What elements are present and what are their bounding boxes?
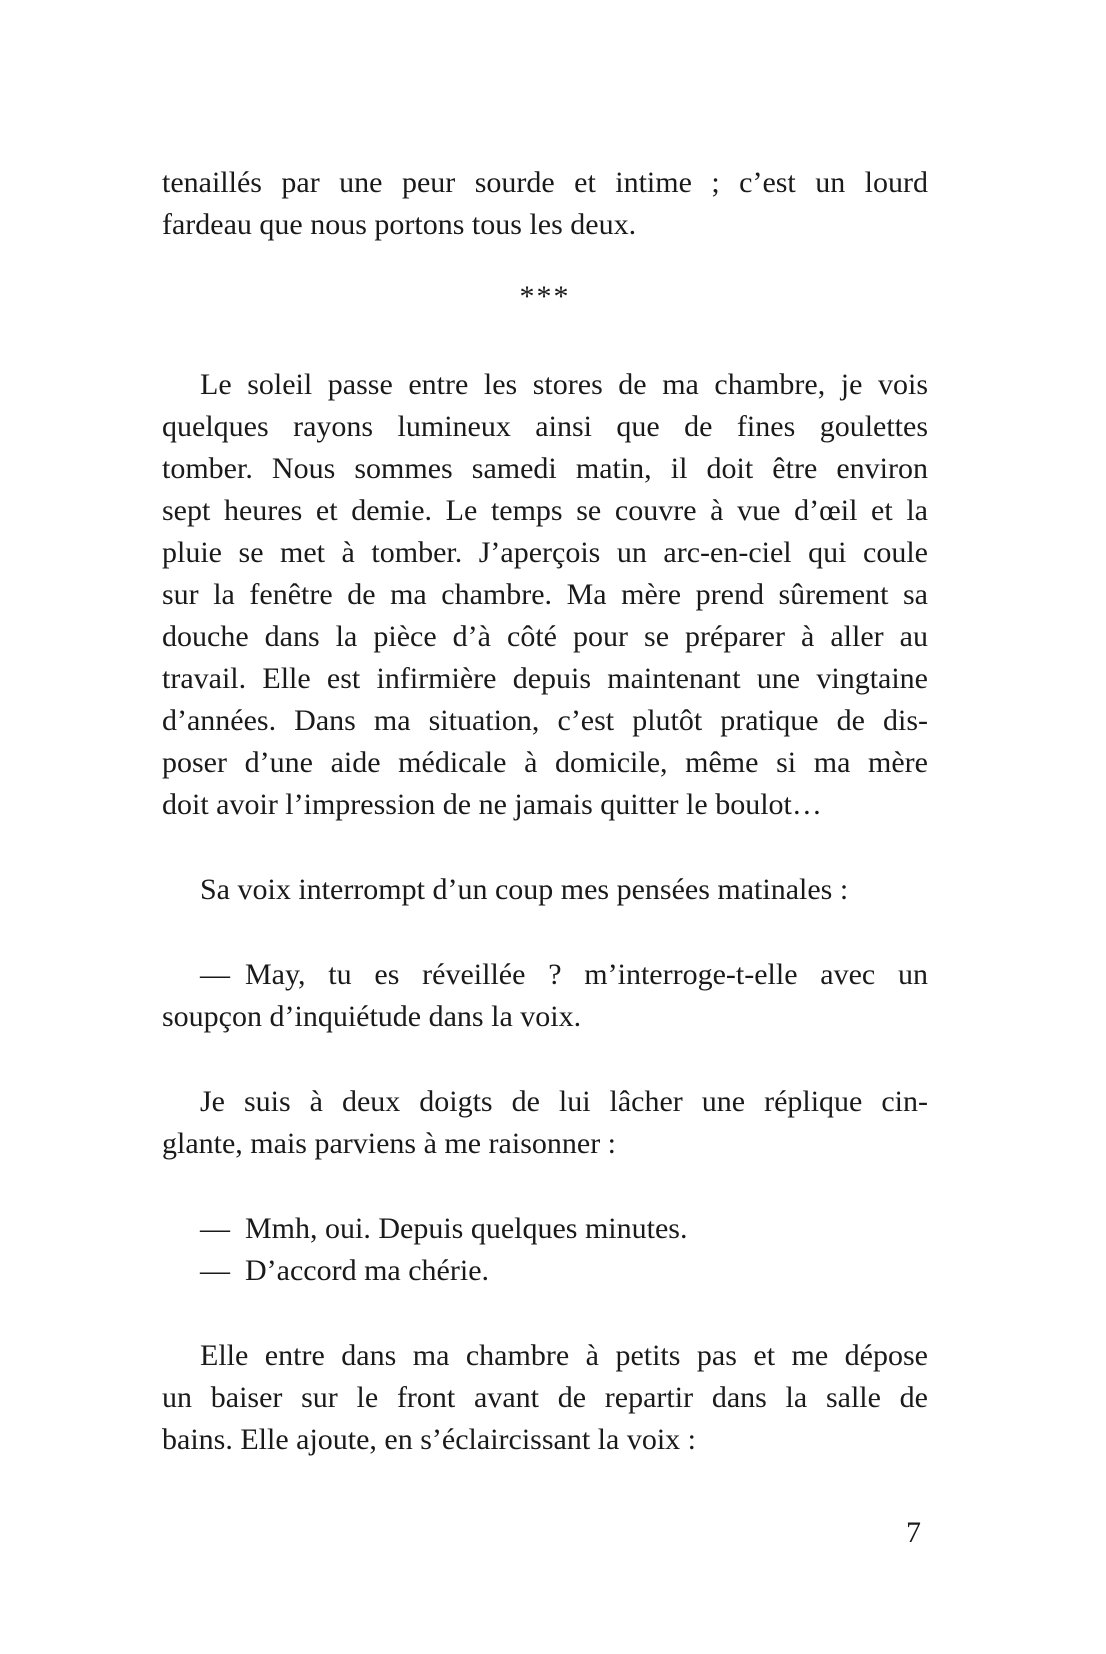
section-separator: *** (519, 280, 571, 313)
text-line: soupçon d’inquiétude dans la voix. (162, 1000, 582, 1033)
text-line: poser d’une aide médicale à domicile, même si ma mère (162, 746, 928, 779)
text-line: — Mmh, oui. Depuis quelques minutes. (200, 1212, 688, 1245)
text-line: quelques rayons lumineux ainsi que de fines goulettes (162, 410, 928, 443)
text-line: d’années. Dans ma situation, c’est plutôt pratique de dis- (162, 704, 928, 737)
text-line: tomber. Nous sommes samedi matin, il doit être environ (162, 452, 928, 485)
page-text-block (162, 162, 928, 1461)
text-line: fardeau que nous portons tous les deux. (162, 208, 637, 241)
paragraph (162, 1250, 928, 1292)
text-line: doit avoir l’impression de ne jamais quitter le boulot… (162, 788, 822, 821)
text-line: — May, tu es réveillée ? m’interroge-t-elle avec un (200, 958, 928, 991)
text-line: douche dans la pièce d’à côté pour se préparer à aller au (162, 620, 928, 653)
paragraph (162, 869, 928, 911)
text-line: Sa voix interrompt d’un coup mes pensées matinales : (200, 873, 849, 906)
text-line: travail. Elle est infirmière depuis maintenant une vingtaine (162, 662, 928, 695)
paragraph (162, 364, 928, 826)
text-line: pluie se met à tomber. J’aperçois un arc-en-ciel qui coule (162, 536, 928, 569)
text-line: bains. Elle ajoute, en s’éclaircissant la voix : (162, 1423, 696, 1456)
text-line: sept heures et demie. Le temps se couvre à vue d’œil et la (162, 494, 928, 527)
text-line: Je suis à deux doigts de lui lâcher une réplique cin- (200, 1085, 928, 1118)
text-line: sur la fenêtre de ma chambre. Ma mère prend sûrement sa (162, 578, 928, 611)
paragraph (162, 954, 928, 1038)
paragraph (162, 1208, 928, 1250)
text-line: Elle entre dans ma chambre à petits pas et me dépose (200, 1339, 928, 1372)
page-number: 7 (906, 1516, 921, 1549)
text-line: un baiser sur le front avant de repartir dans la salle de (162, 1381, 928, 1414)
text-line: tenaillés par une peur sourde et intime ; c’est un lourd (162, 166, 928, 199)
paragraph (162, 1081, 928, 1165)
paragraph (162, 162, 928, 246)
text-line: glante, mais parviens à me raisonner : (162, 1127, 617, 1160)
text-line: — D’accord ma chérie. (200, 1254, 490, 1287)
text-line: Le soleil passe entre les stores de ma chambre, je vois (200, 368, 928, 401)
paragraph (162, 1335, 928, 1461)
